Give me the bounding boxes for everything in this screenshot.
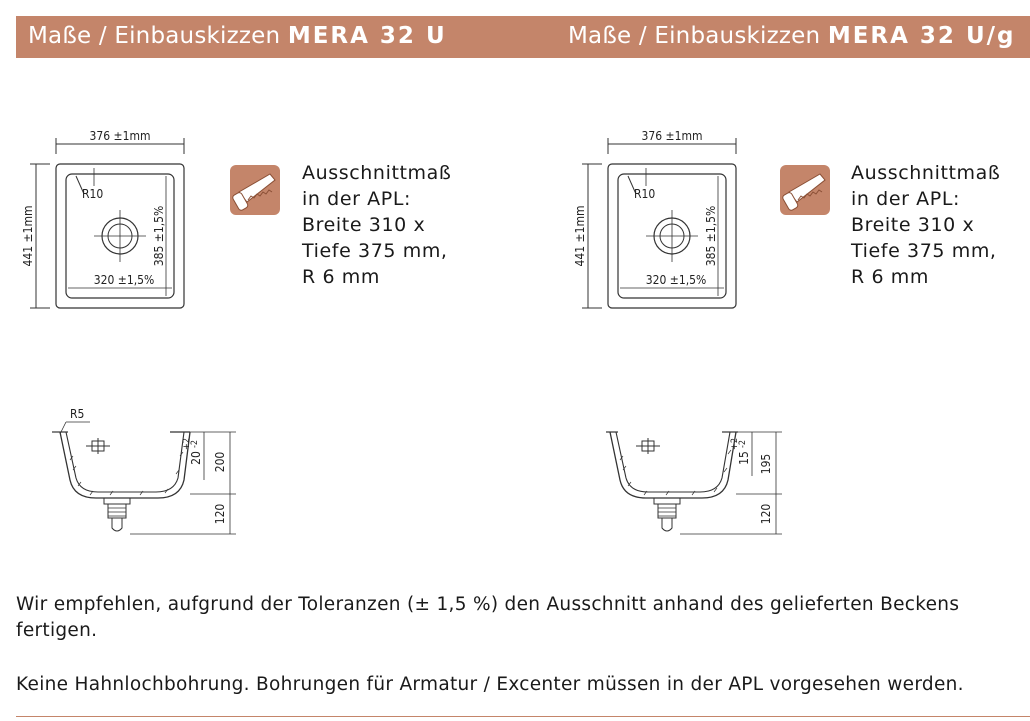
right-top-view [572,124,772,314]
left-depth-dim: 441 ±1mm [21,205,35,267]
cutout-line: Ausschnittmaß [302,162,452,184]
recommendation-line-1: Wir empfehlen, aufgrund der Toleranzen (± 1,5 %) den Ausschnitt anhand des gelieferten Beckens [16,594,960,615]
right-section-view [596,400,806,540]
left-inner-width: 320 ±1,5% [93,273,155,287]
right-tolerance-bottom: -2 [738,439,748,449]
cutout-info-right [851,160,1000,290]
bottom-rule [16,716,1030,717]
right-width-dim: 376 ±1mm [641,129,703,143]
cutout-line: Ausschnittmaß [851,162,1001,184]
right-drain-dim: 120 [759,503,773,525]
left-drain-dim: 120 [213,503,227,525]
left-inner-depth: 385 ±1,5% [152,205,166,267]
recommendation-line-2: fertigen. [16,620,98,641]
right-inner-width: 320 ±1,5% [645,273,707,287]
cutout-line: Tiefe 375 mm, [851,240,997,262]
right-tolerance-dim: 15 [737,451,751,465]
cutout-line: in der APL: [851,188,961,210]
right-height-dim: 195 [759,453,773,475]
right-inner-depth: 385 ±1,5% [704,205,718,267]
right-tolerance-top: +2 [730,438,740,450]
cutout-line: Breite 310 x [302,214,426,236]
left-section-view [40,400,250,540]
cutout-line: in der APL: [302,188,412,210]
cutout-line: Breite 310 x [851,214,975,236]
left-tolerance-dim: 20 [189,451,203,465]
cutout-line: R 6 mm [302,266,380,288]
left-radius: R10 [82,187,104,201]
banner-title-right: Maße / Einbauskizzen MERA 32 U/g [568,23,1016,49]
right-depth-dim: 441 ±1mm [573,205,587,267]
left-top-view [20,124,220,314]
saw-icon [780,165,830,215]
drilling-note: Keine Hahnlochbohrung. Bohrungen für Armatur / Excenter müssen in der APL vorgesehen werden. [16,674,964,695]
cutout-line: R 6 mm [851,266,929,288]
saw-icon [230,165,280,215]
left-tolerance-top: +2 [182,438,192,450]
banner-title-left: Maße / Einbauskizzen MERA 32 U [28,23,447,49]
left-tolerance-bottom: -2 [190,439,200,449]
cutout-info-left [302,160,451,290]
cutout-line: Tiefe 375 mm, [302,240,448,262]
left-height-dim: 200 [213,451,227,473]
right-radius: R10 [634,187,656,201]
left-width-dim: 376 ±1mm [89,129,151,143]
header-banner [16,16,1030,58]
left-section-radius: R5 [70,407,85,421]
